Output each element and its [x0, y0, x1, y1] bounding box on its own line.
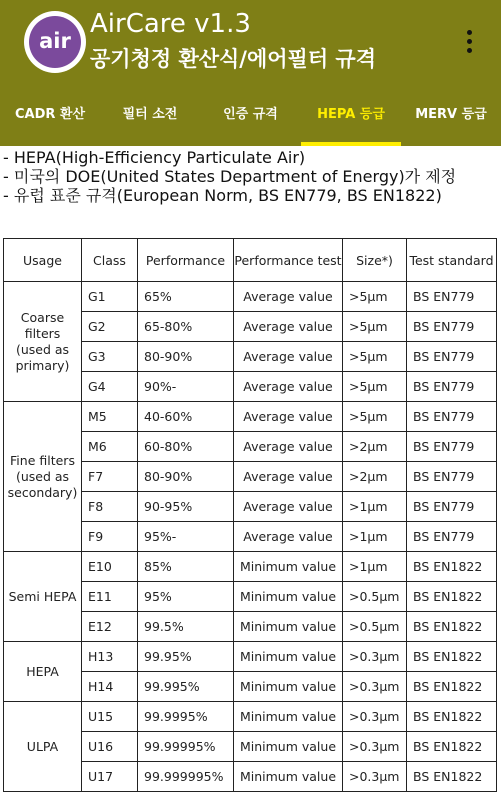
performance-test-cell: Minimum value	[234, 642, 343, 672]
performance-test-cell: Minimum value	[234, 702, 343, 732]
logo-text: air	[29, 16, 81, 68]
performance-cell: 85%	[138, 552, 234, 582]
test-standard-cell: BS EN779	[407, 342, 497, 372]
app-bar	[0, 0, 501, 88]
test-standard-cell: BS EN1822	[407, 582, 497, 612]
size-cell: >5µm	[343, 342, 407, 372]
size-cell: >0.5µm	[343, 582, 407, 612]
test-standard-cell: BS EN779	[407, 432, 497, 462]
class-cell: E10	[82, 552, 138, 582]
header-performance-test: Performance test	[234, 239, 343, 282]
usage-cell: Semi HEPA	[4, 552, 82, 642]
test-standard-cell: BS EN1822	[407, 612, 497, 642]
size-cell: >0.5µm	[343, 612, 407, 642]
size-cell: >0.3µm	[343, 642, 407, 672]
performance-cell: 99.99995%	[138, 732, 234, 762]
header-usage: Usage	[4, 239, 82, 282]
header-performance: Performance	[138, 239, 234, 282]
tab-merv[interactable]: MERV 등급	[415, 107, 487, 122]
app-logo	[24, 11, 86, 73]
size-cell: >1µm	[343, 522, 407, 552]
class-cell: M6	[82, 432, 138, 462]
class-cell: F8	[82, 492, 138, 522]
tab-hepa[interactable]: HEPA 등급	[317, 107, 385, 122]
size-cell: >0.3µm	[343, 762, 407, 792]
test-standard-cell: BS EN779	[407, 492, 497, 522]
performance-test-cell: Minimum value	[234, 552, 343, 582]
header-class: Class	[82, 239, 138, 282]
performance-cell: 80-90%	[138, 342, 234, 372]
class-cell: G3	[82, 342, 138, 372]
active-tab-indicator	[301, 142, 401, 146]
test-standard-cell: BS EN1822	[407, 702, 497, 732]
tab-certification[interactable]: 인증 규격	[223, 107, 278, 122]
filter-table-container	[3, 238, 496, 792]
performance-test-cell: Average value	[234, 282, 343, 312]
performance-test-cell: Minimum value	[234, 582, 343, 612]
performance-cell: 99.95%	[138, 642, 234, 672]
more-vert-icon[interactable]	[458, 24, 482, 58]
size-cell: >0.3µm	[343, 702, 407, 732]
class-cell: G4	[82, 372, 138, 402]
size-cell: >1µm	[343, 492, 407, 522]
table-header-row	[4, 239, 497, 282]
size-cell: >5µm	[343, 402, 407, 432]
app-subtitle: 공기청정 환산식/에어필터 규격	[90, 47, 377, 71]
size-cell: >5µm	[343, 282, 407, 312]
table-row	[4, 402, 497, 432]
size-cell: >5µm	[343, 372, 407, 402]
usage-cell: Fine filters (used as secondary)	[4, 402, 82, 552]
performance-cell: 80-90%	[138, 462, 234, 492]
class-cell: F9	[82, 522, 138, 552]
performance-cell: 99.995%	[138, 672, 234, 702]
performance-test-cell: Minimum value	[234, 612, 343, 642]
intro-line: - 유럽 표준 규격(European Norm, BS EN779, BS EN1822)	[3, 186, 442, 205]
class-cell: U16	[82, 732, 138, 762]
performance-cell: 60-80%	[138, 432, 234, 462]
test-standard-cell: BS EN779	[407, 312, 497, 342]
class-cell: U15	[82, 702, 138, 732]
app-title: AirCare v1.3	[90, 9, 251, 39]
performance-test-cell: Average value	[234, 402, 343, 432]
performance-cell: 99.999995%	[138, 762, 234, 792]
tab-filter[interactable]: 필터 소전	[122, 107, 178, 122]
class-cell: H13	[82, 642, 138, 672]
table-body	[4, 282, 497, 792]
performance-test-cell: Minimum value	[234, 762, 343, 792]
performance-test-cell: Average value	[234, 342, 343, 372]
class-cell: E12	[82, 612, 138, 642]
test-standard-cell: BS EN1822	[407, 642, 497, 672]
size-cell: >0.3µm	[343, 732, 407, 762]
usage-cell: Coarse filters (used as primary)	[4, 282, 82, 402]
test-standard-cell: BS EN1822	[407, 552, 497, 582]
table-row	[4, 642, 497, 672]
class-cell: U17	[82, 762, 138, 792]
test-standard-cell: BS EN779	[407, 402, 497, 432]
usage-cell: ULPA	[4, 702, 82, 792]
class-cell: G1	[82, 282, 138, 312]
table-row	[4, 552, 497, 582]
table-row	[4, 702, 497, 732]
performance-cell: 90-95%	[138, 492, 234, 522]
size-cell: >0.3µm	[343, 672, 407, 702]
tab-cadr[interactable]: CADR 환산	[14, 107, 86, 122]
performance-cell: 65%	[138, 282, 234, 312]
class-cell: G2	[82, 312, 138, 342]
test-standard-cell: BS EN1822	[407, 672, 497, 702]
intro-line: - HEPA(High-Efficiency Particulate Air)	[3, 148, 306, 167]
class-cell: H14	[82, 672, 138, 702]
size-cell: >1µm	[343, 552, 407, 582]
performance-cell: 95%	[138, 582, 234, 612]
performance-test-cell: Minimum value	[234, 732, 343, 762]
test-standard-cell: BS EN1822	[407, 762, 497, 792]
size-cell: >5µm	[343, 312, 407, 342]
performance-cell: 95%-	[138, 522, 234, 552]
performance-test-cell: Average value	[234, 312, 343, 342]
performance-cell: 40-60%	[138, 402, 234, 432]
intro-text	[3, 148, 499, 205]
performance-cell: 65-80%	[138, 312, 234, 342]
header-size: Size*)	[343, 239, 407, 282]
performance-cell: 90%-	[138, 372, 234, 402]
size-cell: >2µm	[343, 462, 407, 492]
performance-test-cell: Average value	[234, 462, 343, 492]
size-cell: >2µm	[343, 432, 407, 462]
filter-class-table	[3, 238, 497, 792]
test-standard-cell: BS EN779	[407, 372, 497, 402]
usage-cell: HEPA	[4, 642, 82, 702]
test-standard-cell: BS EN1822	[407, 732, 497, 762]
tab-bar	[0, 88, 501, 146]
intro-line: - 미국의 DOE(United States Department of Energy)가 제정	[3, 167, 457, 186]
performance-test-cell: Minimum value	[234, 672, 343, 702]
performance-cell: 99.9995%	[138, 702, 234, 732]
class-cell: M5	[82, 402, 138, 432]
performance-test-cell: Average value	[234, 432, 343, 462]
class-cell: F7	[82, 462, 138, 492]
test-standard-cell: BS EN779	[407, 462, 497, 492]
performance-test-cell: Average value	[234, 522, 343, 552]
test-standard-cell: BS EN779	[407, 282, 497, 312]
performance-cell: 99.5%	[138, 612, 234, 642]
test-standard-cell: BS EN779	[407, 522, 497, 552]
performance-test-cell: Average value	[234, 492, 343, 522]
table-row	[4, 282, 497, 312]
class-cell: E11	[82, 582, 138, 612]
performance-test-cell: Average value	[234, 372, 343, 402]
header-test-standard: Test standard	[407, 239, 497, 282]
